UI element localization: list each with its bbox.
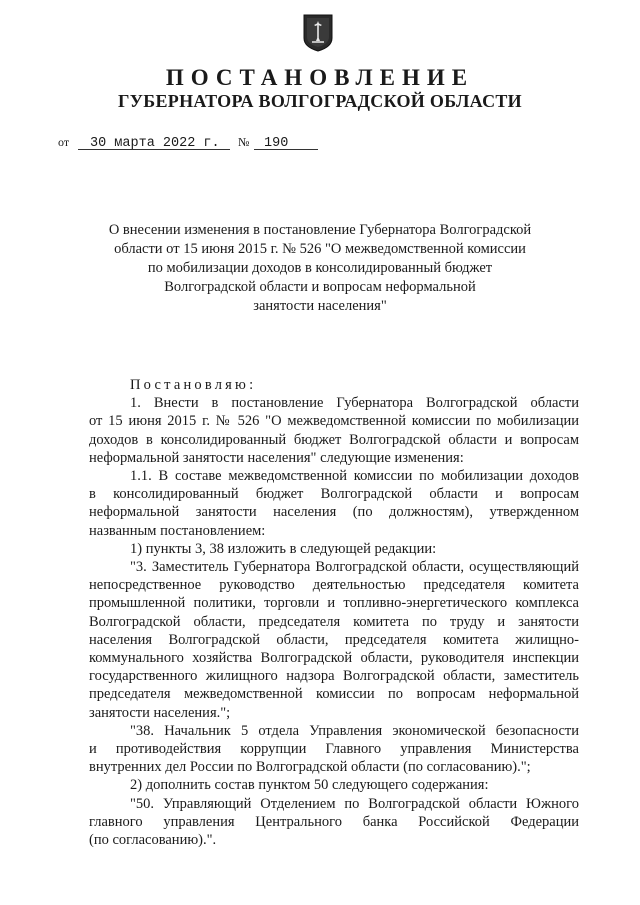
text-line: коммунального хозяйства Волгоградской области, руководителя инспекции — [89, 650, 579, 667]
resolve-word: Постановляю: — [130, 377, 257, 393]
date-number-row — [58, 130, 358, 154]
text-line: неформальной занятости населения" следующие изменения: — [89, 449, 464, 466]
heading-line: О внесении изменения в постановление Губернатора Волгоградской — [108, 222, 532, 238]
text-line: "38. Начальник 5 отдела Управления экономической безопасности — [130, 722, 579, 739]
coat-of-arms-icon — [303, 14, 333, 52]
subitem-2: 2) дополнить состав пунктом 50 следующего содержания: — [130, 777, 489, 794]
text-line: внутренних дел России по Волгоградской области (по согласованию)."; — [89, 759, 531, 776]
document-heading — [90, 221, 550, 316]
text-line: занятости населения."; — [89, 704, 231, 721]
text-line: доходов в консолидированный бюджет Волгоградской области и вопросам — [89, 431, 579, 448]
paragraph-1 — [89, 394, 579, 467]
heading-line: области от 15 июня 2015 г. № 526 "О межведомственной комиссии — [114, 241, 526, 257]
number-prefix: № — [238, 135, 250, 149]
text-line: от 15 июня 2015 г. № 526 "О межведомственной комиссии по мобилизации — [89, 413, 579, 430]
text-line: (по согласованию).". — [89, 832, 217, 849]
document-subtitle: ГУБЕРНАТОРА ВОЛГОГРАДСКОЙ ОБЛАСТИ — [118, 91, 522, 111]
text-line: населения Волгоградской области, председателя комитета жилищно- — [89, 631, 579, 648]
paragraph-item-50 — [89, 795, 579, 850]
text-line: "3. Заместитель Губернатора Волгоградской области, осуществляющий — [130, 559, 579, 576]
paragraph-1-1 — [89, 467, 579, 540]
paragraph-item-3 — [89, 558, 579, 722]
document-title: ПОСТАНОВЛЕНИЕ — [165, 65, 475, 90]
subitem-1: 1) пункты 3, 38 изложить в следующей редакции: — [130, 540, 437, 557]
text-line: государственного жилищного надзора Волгоградской области, заместитель — [89, 668, 579, 685]
heading-line: Волгоградской области и вопросам неформальной — [164, 279, 476, 295]
text-line: 1.1. В составе межведомственной комиссии по мобилизации доходов — [130, 468, 579, 485]
number-value: 190 — [264, 136, 289, 151]
text-line: главного управления Центрального банка Российской Федерации — [89, 813, 579, 830]
heading-line: по мобилизации доходов в консолидированный бюджет — [147, 260, 493, 276]
date-prefix: от — [58, 135, 70, 149]
text-line: 1. Внести в постановление Губернатора Волгоградской области — [130, 395, 579, 412]
text-line: Волгоградской области, председателя комитета по труду и занятости — [89, 613, 579, 630]
text-line: "50. Управляющий Отделением по Волгоградской области Южного — [130, 795, 579, 812]
text-line: промышленной политики, торговли и топливно-энергетического комплекса — [89, 595, 579, 612]
date-value: 30 марта 2022 г. — [90, 136, 220, 151]
text-line: в консолидированный бюджет Волгоградской области и вопросам — [89, 486, 579, 503]
text-line: неформальной занятости населения (по должностям), утвержденном — [89, 504, 579, 521]
paragraph-item-38 — [89, 722, 579, 777]
text-line: и противодействия коррупции Главного управления Министерства — [89, 741, 579, 758]
text-line: непосредственное руководство деятельностью председателя комитета — [89, 577, 579, 594]
text-line: названным постановлением: — [89, 522, 266, 539]
heading-line: занятости населения" — [253, 298, 387, 314]
text-line: председателя межведомственной комиссии по вопросам неформальной — [89, 686, 579, 703]
document-body — [89, 376, 579, 849]
